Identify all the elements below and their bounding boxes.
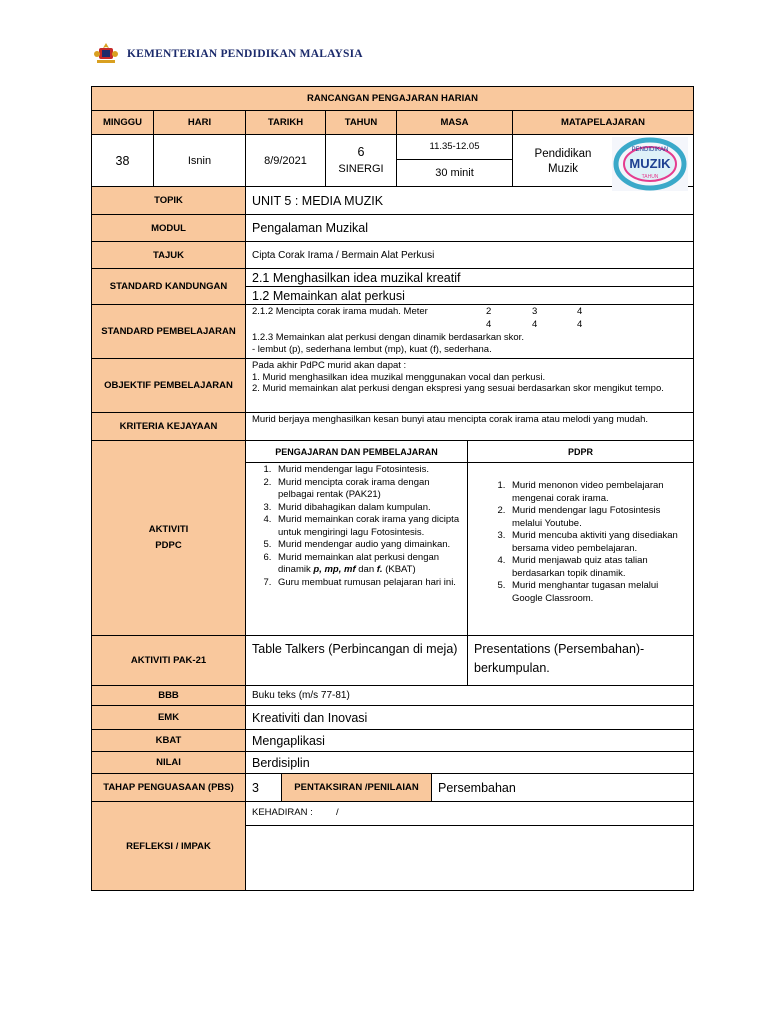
kbat-label: KBAT [92, 730, 246, 752]
sp-meter-top-3: 4 [577, 306, 583, 317]
nilai-label: NILAI [92, 752, 246, 774]
modul-value: Pengalaman Muzikal [246, 215, 693, 242]
pp-item-6 [274, 552, 467, 577]
topik-label: TOPIK [92, 187, 246, 215]
minggu-value: 38 [92, 135, 154, 187]
refleksi-value [246, 826, 693, 890]
sp-meter-bottom-1: 4 [486, 319, 492, 330]
tahun-class: SINERGI [338, 162, 384, 175]
nilai-value: Berdisiplin [246, 752, 693, 774]
pdpr-list [468, 480, 693, 605]
sk-value-1: 2.1 Menghasilkan idea muzikal kreatif [246, 269, 693, 287]
sp-label: STANDARD PEMBELAJARAN [92, 305, 246, 359]
logo-top-text: PENDIDIKAN [631, 147, 669, 153]
sp-line-1: 2.1.2 Mencipta corak irama mudah. Meter [252, 306, 428, 317]
pdpr-list-cell [468, 463, 693, 636]
kehadiran-label: KEHADIRAN : [252, 807, 313, 818]
pp-list [246, 464, 467, 589]
aktiviti-label-2: PDPC [155, 540, 182, 551]
col-minggu: MINGGU [92, 111, 154, 135]
refleksi-label: REFLEKSI / IMPAK [92, 802, 246, 890]
kk-label: KRITERIA KEJAYAAN [92, 413, 246, 441]
sp-meter-top-1: 2 [486, 306, 492, 317]
sk-value-2: 1.2 Memainkan alat perkusi [246, 287, 693, 305]
logo-bottom-text: TAHUN [641, 174, 659, 180]
hari-value: Isnin [154, 135, 246, 187]
sp-line-2: 1.2.3 Memainkan alat perkusi dengan dinamik berdasarkan skor. [252, 332, 524, 343]
pp-item: 4. Murid memainkan corak irama yang dicipta untuk mengiringi lagu Fotosintesis. [274, 514, 467, 539]
emk-label: EMK [92, 706, 246, 730]
modul-label: MODUL [92, 215, 246, 242]
sk-label: STANDARD KANDUNGAN [92, 269, 246, 305]
tarikh-value: 8/9/2021 [246, 135, 326, 187]
masa-time: 11.35-12.05 [397, 135, 513, 160]
tajuk-label: TAJUK [92, 242, 246, 269]
pp-item-6-dynamics: p, mp, mf [313, 564, 356, 575]
pak21-label: AKTIVITI PAK-21 [92, 636, 246, 686]
kehadiran-row [246, 802, 693, 826]
pdpr-item: 5. Murid menghantar tugasan melalui Google Classroom. [508, 580, 681, 605]
sp-line-3: - lembut (p), sederhana lembut (mp), kuat (f), sederhana. [252, 344, 492, 355]
pp-item-6-text: Murid memainkan alat perkusi dengan dinamik [278, 551, 440, 575]
page-header [93, 40, 363, 68]
lesson-plan-table [91, 86, 694, 891]
pp-item-6-kbat: (KBAT) [382, 564, 416, 575]
pp-item: 7. Guru membuat rumusan pelajaran hari ini. [274, 577, 467, 590]
col-matapelajaran: MATAPELAJARAN [513, 111, 693, 135]
sp-value [246, 305, 693, 359]
pp-item: 1. Murid mendengar lagu Fotosintesis. [274, 464, 467, 477]
subject-line-2: Muzik [547, 163, 579, 175]
topik-value: UNIT 5 : MEDIA MUZIK [246, 187, 693, 215]
pdpr-item: 2. Murid mendengar lagu Fotosintesis melalui Youtube. [508, 505, 681, 530]
pp-item-6-forte: f. [376, 564, 383, 575]
tahun-value [326, 135, 397, 187]
subject-name [523, 147, 603, 177]
bbb-label: BBB [92, 686, 246, 706]
tp-value: 3 [246, 774, 282, 802]
col-masa: MASA [397, 111, 513, 135]
masa-duration: 30 minit [397, 160, 513, 187]
op-value [246, 359, 693, 413]
pp-header: PENGAJARAN DAN PEMBELAJARAN [246, 441, 468, 463]
logo-main-text: MUZIK [629, 156, 671, 171]
table-title: RANCANGAN PENGAJARAN HARIAN [92, 87, 693, 111]
pentaksiran-value: Persembahan [432, 774, 693, 802]
col-tarikh: TARIKH [246, 111, 326, 135]
pentaksiran-label: PENTAKSIRAN /PENILAIAN [282, 774, 432, 802]
pp-item-6-and: dan [355, 564, 377, 575]
kbat-value: Mengaplikasi [246, 730, 693, 752]
op-line-2: 1. Murid menghasilkan idea muzikal menggunakan vocal dan perkusi. [252, 371, 546, 383]
pak21-left: Table Talkers (Perbincangan di meja) [246, 636, 468, 686]
op-label: OBJEKTIF PEMBELAJARAN [92, 359, 246, 413]
kehadiran-separator: / [336, 807, 339, 818]
bbb-value: Buku teks (m/s 77-81) [246, 686, 693, 706]
col-tahun: TAHUN [326, 111, 397, 135]
aktiviti-label [92, 441, 246, 636]
tajuk-value: Cipta Corak Irama / Bermain Alat Perkusi [246, 242, 693, 269]
tahun-number: 6 [357, 144, 365, 159]
sp-meter-bottom-2: 4 [532, 319, 538, 330]
sp-meter-top-2: 3 [532, 306, 538, 317]
pdpr-item: 4. Murid menjawab quiz atas talian berdasarkan topik dinamik. [508, 555, 681, 580]
op-line-1: Pada akhir PdPC murid akan dapat : [252, 360, 407, 371]
emk-value: Kreativiti dan Inovasi [246, 706, 693, 730]
sp-meter-bottom-3: 4 [577, 319, 583, 330]
pdpr-item: 1. Murid menonon video pembelajaran mengenai corak irama. [508, 480, 681, 505]
pdpr-header: PDPR [468, 441, 693, 463]
tp-label: TAHAP PENGUASAAN (PBS) [92, 774, 246, 802]
pp-item: 2. Murid mencipta corak irama dengan pelbagai rentak (PAK21) [274, 477, 467, 502]
col-hari: HARI [154, 111, 246, 135]
aktiviti-label-1: AKTIVITI [148, 524, 189, 535]
pdpr-item: 3. Murid mencuba aktiviti yang disediakan bersama video pembelajaran. [508, 530, 681, 555]
subject-line-1: Pendidikan [534, 148, 592, 160]
pp-item: 5. Murid mendengar audio yang dimainkan. [274, 539, 467, 552]
malaysia-crest-icon [93, 42, 119, 66]
pendidikan-muzik-logo [612, 137, 688, 191]
pak21-right: Presentations (Persembahan)- berkumpulan. [468, 636, 693, 686]
ministry-name: KEMENTERIAN PENDIDIKAN MALAYSIA [127, 48, 363, 60]
kk-value: Murid berjaya menghasilkan kesan bunyi atau mencipta corak irama atau melodi yang mudah. [246, 413, 693, 441]
pp-list-cell [246, 463, 468, 636]
pp-item: 3. Murid dibahagikan dalam kumpulan. [274, 502, 467, 515]
op-line-3: 2. Murid memainkan alat perkusi dengan ekspresi yang sesuai berdasarkan skor mengikut tempo. [252, 383, 664, 394]
